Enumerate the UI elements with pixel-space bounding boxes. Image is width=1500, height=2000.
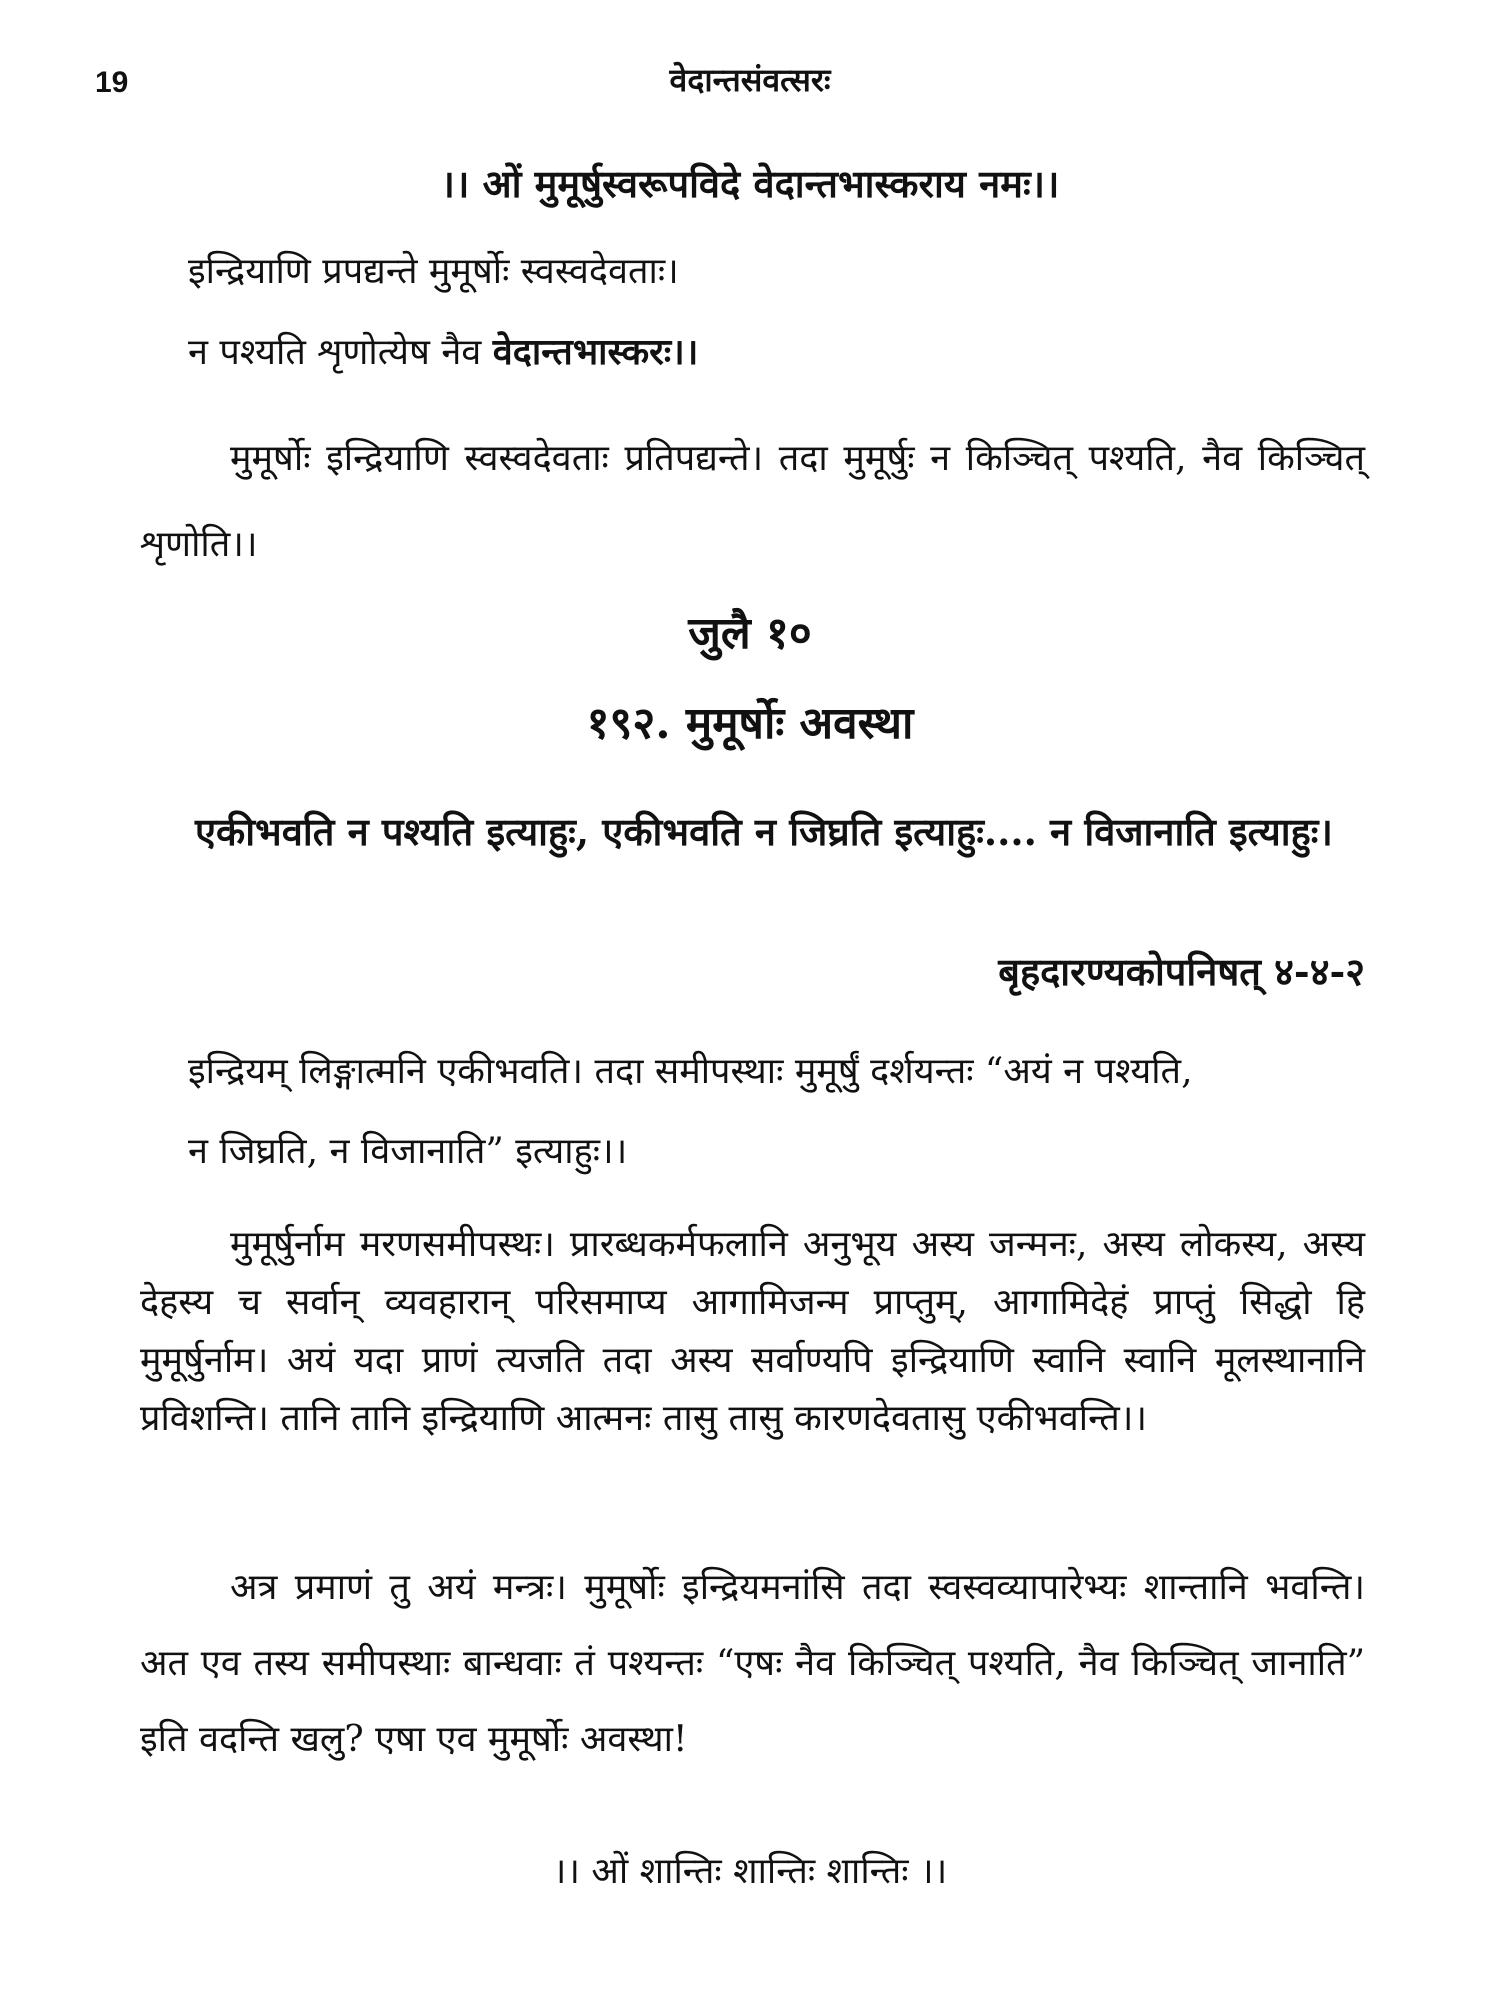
upanishad-quote: एकीभवति न पश्यति इत्याहुः, एकीभवति न जिघ्रति इत्याहुः.... न विजानाति इत्याहुः।	[195, 809, 1333, 854]
commentary-paragraph	[140, 416, 1365, 588]
paragraph-2-text: अत्र प्रमाणं तु अयं मन्त्रः। मुमूर्षोः इन्द्रियमनांसि तदा स्वस्वव्यापारेभ्यः शान्तानि भवन्ति। अत एव तस्य समीपस्थाः बान्धवाः तं पश्यन्तः “एषः नैव किञ्चित् पश्यति, नैव किञ्चित् जानाति” इति वदन्ति खलु? एषा एव मुमूर्षोः अवस्था!	[140, 1567, 1365, 1760]
running-title: वेदान्तसंवत्सरः	[669, 61, 831, 99]
paragraph-1	[140, 1216, 1365, 1448]
paragraph-2	[140, 1550, 1365, 1778]
source-citation: बृहदारण्यकोपनिषत् ४-४-२	[998, 949, 1365, 994]
paragraph-1-text: मुमूर्षुर्नाम मरणसमीपस्थः। प्रारब्धकर्मफलानि अनुभूय अस्य जन्मनः, अस्य लोकस्य, अस्य देहस्य च सर्वान् व्यवहारान् परिसमाप्य आगामिजन्म प्राप्तुम्, आगामिदेहं प्राप्तुं सिद्धो हि मुमूर्षुर्नाम। अयं यदा प्राणं त्यजति तदा अस्य सर्वाण्यपि इन्द्रियाणि स्वानि स्वानि मूलस्थानानि प्रविशन्ति। तानि तानि इन्द्रियाणि आत्मनः तासु तासु कारणदेवतासु एकीभवन्ति।।	[140, 1224, 1365, 1439]
closing-invocation: ।। ओं शान्तिः शान्तिः शान्तिः ।।	[552, 1851, 948, 1892]
invocation: ।। ओं मुमूर्षुस्वरूपविदे वेदान्तभास्कराय नमः।।	[440, 161, 1060, 206]
explanation-line-1: इन्द्रियम् लिङ्गात्मनि एकीभवति। तदा समीपस्थाः मुमूर्षुं दर्शयन्तः “अयं न पश्यति,	[188, 1051, 1193, 1092]
date-heading: जुलै १०	[688, 608, 812, 659]
page-number: 19	[95, 66, 129, 99]
verse-line-1: इन्द्रियाणि प्रपद्यन्ते मुमूर्षोः स्वस्वदेवताः।	[188, 251, 679, 292]
commentary-text: मुमूर्षोः इन्द्रियाणि स्वस्वदेवताः प्रतिपद्यन्ते। तदा मुमूर्षुः न किञ्चित् पश्यति, नैव किञ्चित् शृणोति।।	[140, 438, 1365, 565]
verse-line-2-text: न पश्यति शृणोत्येष नैव	[188, 332, 493, 373]
explanation-line-2: न जिघ्रति, न विजानाति” इत्याहुः।।	[188, 1131, 628, 1172]
verse-line-2	[188, 328, 698, 377]
verse-line-2-bold: वेदान्तभास्करः।।	[492, 331, 699, 373]
section-title: १९२. मुमूर्षोः अवस्था	[586, 698, 914, 749]
